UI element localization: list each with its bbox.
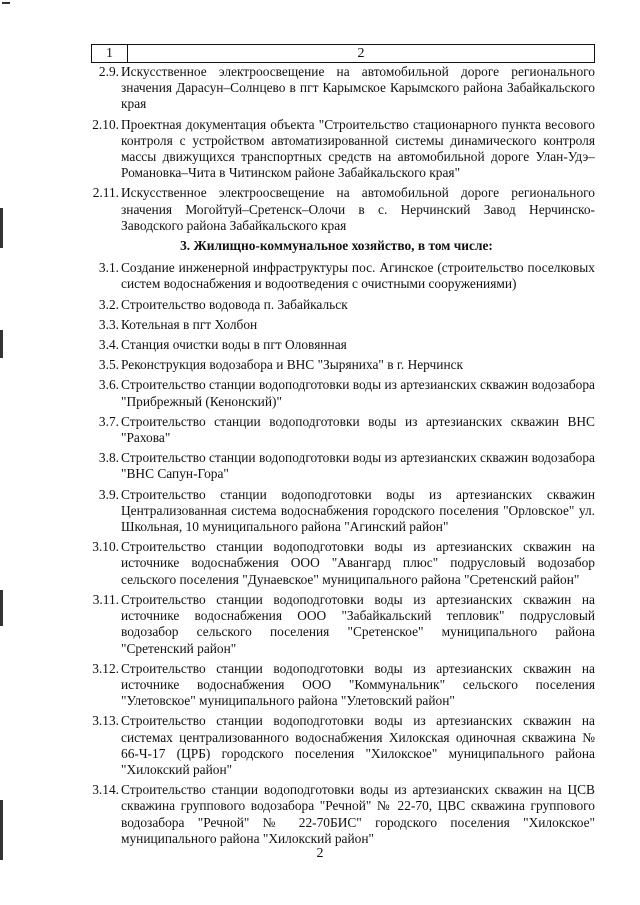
scan-edge-mark [0,590,3,626]
list-item [78,487,595,536]
item-text: Проектная документация объекта "Строительство стационарного пункта весового контроля с устройством автоматизированной системы динамического контроля массы движущихся транспортных средств на автомобильной дороге Улан-Удэ–Романовка–Чита в Читинском районе Забайкальского края" [121,116,595,181]
list-item [78,713,595,778]
item-number: 3.10. [92,539,119,555]
item-number: 3.5. [98,357,119,373]
item-number: 3.4. [98,337,119,353]
item-text: Строительство станции водоподготовки воды из артезианских скважин ВНС "Рахова" [121,413,595,446]
header-col-2: 2 [357,46,365,61]
document-body [78,64,595,851]
scan-edge-mark [0,330,3,358]
list-item [78,450,595,482]
item-number: 2.11. [92,185,119,201]
page-number: 2 [316,846,324,861]
item-text: Строительство станции водоподготовки воды из артезианских скважин на источнике водоснабжения ООО "Забайкальский тепловик" подрусловый водозабор сельского поселения "Сретенское" муниципального района "Сретенский район" [121,591,595,656]
list-item [78,357,595,373]
list-item [78,117,595,182]
list-item [78,377,595,409]
item-text: Искусственное электроосвещение на автомобильной дороге регионального значения Могойтуй–Сретенск–Олочи в с. Нерчинский Завод Нерчинско-Заводского района Забайкальского края [121,185,595,233]
item-text: Строительство станции водоподготовки воды из артезианских скважин водозабора "Прибрежный (Кенонский)" [121,377,595,409]
item-number: 3.12. [92,660,119,676]
item-number: 3.11. [92,591,119,607]
item-number: 3.1. [98,260,119,276]
item-text: Искусственное электроосвещение на автомобильной дороге регионального значения Дарасун–Солнцево в пгт Карымское Карымского района Забайкальского края [121,64,595,112]
list-item [78,414,595,446]
item-text: Строительство станции водоподготовки воды из артезианских скважин Централизованная система водоснабжения городского поселения "Орловское" ул. Школьная, 10 муниципального района "Агинский район" [121,486,595,535]
item-text: Строительство водовода п. Забайкальск [121,296,348,312]
item-number: 3.2. [98,296,119,312]
item-text: Создание инженерной инфраструктуры пос. Агинское (строительство поселковых систем водоснабжения и водоотведения с очистными сооружениями) [121,260,595,292]
header-col-1: 1 [92,45,128,62]
list-item [78,337,595,353]
list-item [78,592,595,657]
item-number: 3.13. [92,713,119,729]
item-number: 3.9. [98,486,119,502]
item-number: 3.7. [98,413,119,429]
item-number: 2.10. [92,116,119,132]
item-text: Строительство станции водоподготовки воды из артезианских скважин на ЦСВ скважина группового водозабора "Речной" № 22-70, ЦВС скважина группового водозабора "Речной" № 22-70БИС" городского поселения "Хилокское" муниципального района "Хилокский район" [121,782,595,846]
list-item [78,539,595,588]
item-text: Станция очистки воды в пгт Оловянная [121,337,347,353]
list-item [78,185,595,234]
item-number: 3.3. [98,316,119,332]
list-item [78,782,595,847]
list-section-3 [78,260,595,847]
scan-edge-mark [0,208,3,248]
list-section-2 [78,64,595,234]
item-number: 2.9. [98,64,119,79]
scan-edge-mark [2,2,10,4]
list-item [78,64,595,113]
item-text: Строительство станции водоподготовки воды из артезианских скважин на источнике водоснабжения ООО "Авангард плюс" подрусловый водозабор сельского поселения "Дунаевское" муниципального района "Сретенский район" [121,539,595,587]
item-number: 3.8. [98,450,119,466]
item-text: Котельная в пгт Холбон [121,316,258,332]
item-text: Строительство станции водоподготовки воды из артезианских скважин водозабора "ВНС Сапун-Гора" [121,450,595,482]
item-number: 3.14. [92,782,119,798]
item-text: Реконструкция водозабора и ВНС "Зыряниха" в г. Нерчинск [121,357,464,373]
list-item [78,297,595,313]
section-title: 3. Жилищно-коммунальное хозяйство, в том числе: [180,238,493,254]
table-header-row [91,44,595,63]
item-number: 3.6. [98,377,119,393]
list-item [78,317,595,333]
item-text: Строительство станции водоподготовки воды из артезианских скважин на системах централизованного водоснабжения Хилокская одиночная скважина № 66-Ч-17 (ЦРБ) городского поселения "Хилокское" муниципального района "Хилокский район" [121,713,595,777]
item-text: Строительство станции водоподготовки воды из артезианских скважин на источнике водоснабжения ООО "Коммунальник" сельского поселения "Улетовское" муниципального района "Улетовский район" [121,660,595,709]
list-item [78,661,595,710]
list-item [78,260,595,292]
